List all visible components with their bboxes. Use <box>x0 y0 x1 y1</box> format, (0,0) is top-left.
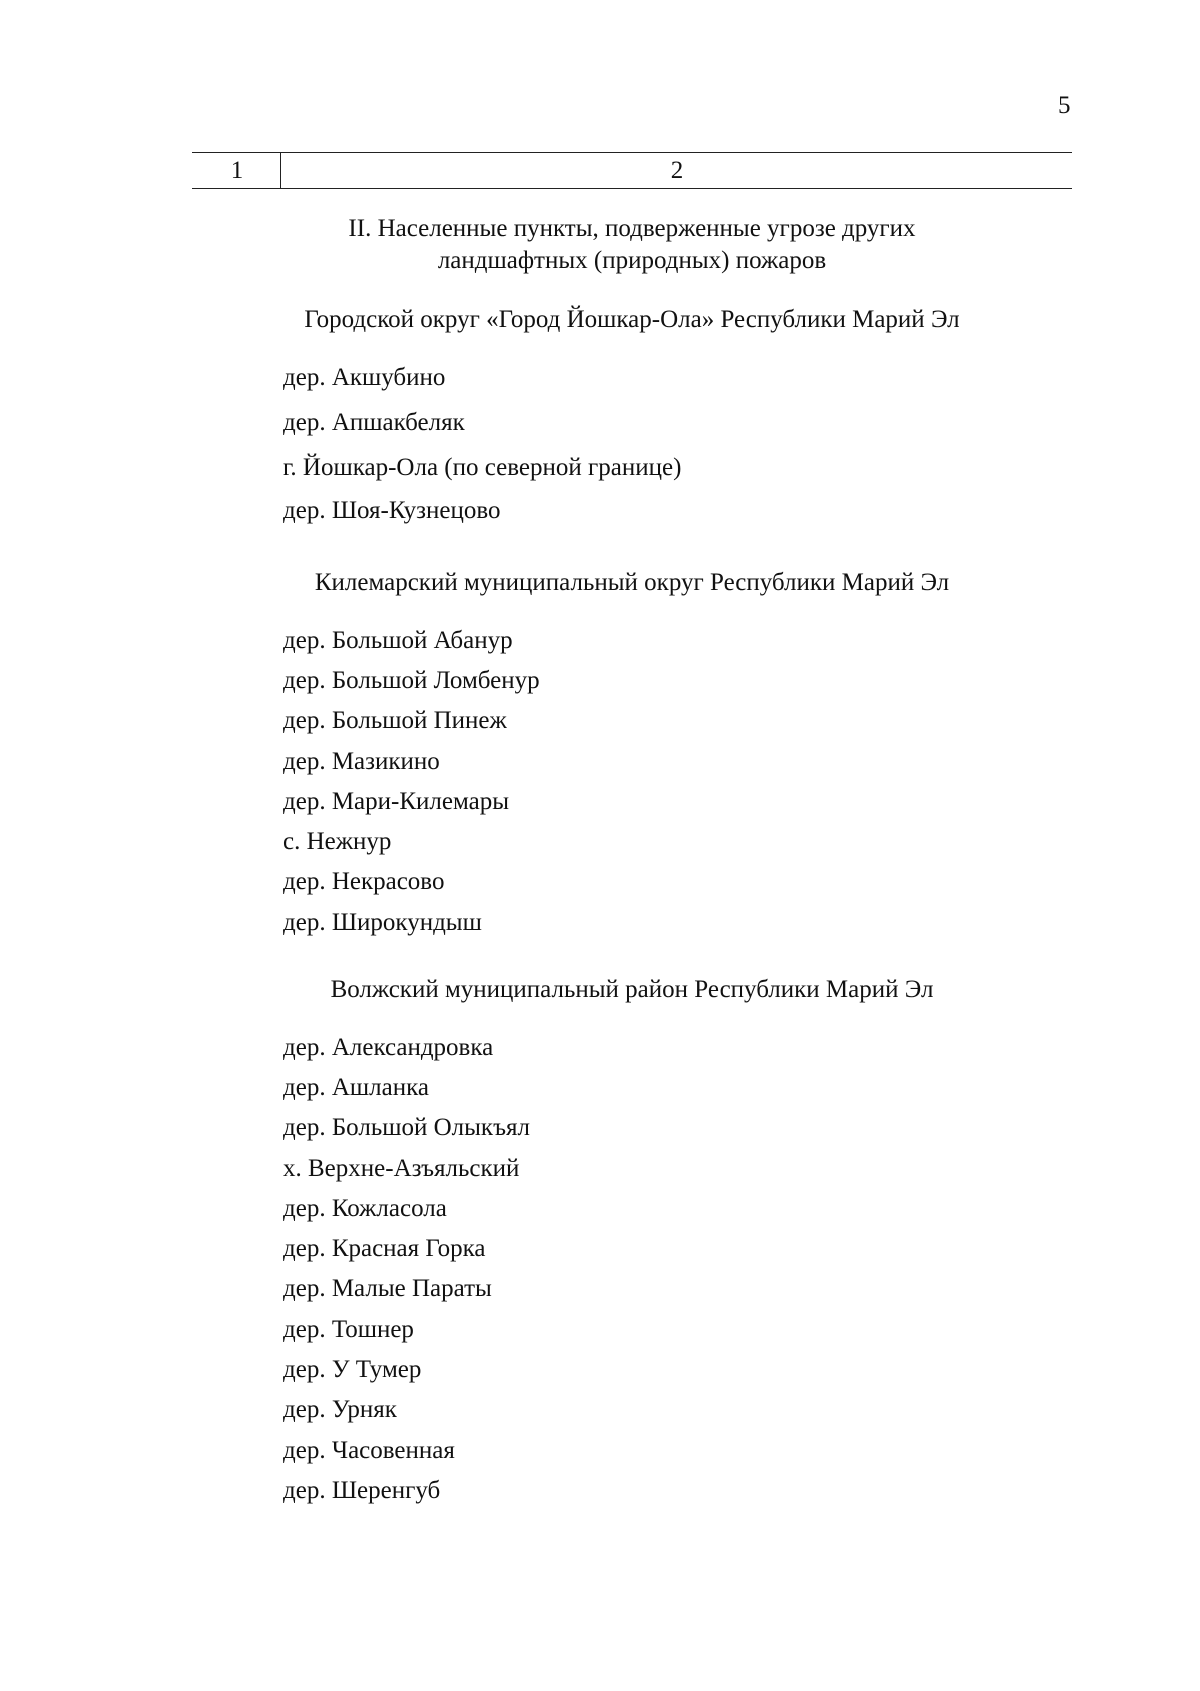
item-text: с. Нежнур <box>283 828 392 855</box>
list-item <box>0 1275 900 1311</box>
item-text: дер. Красная Горка <box>283 1235 486 1262</box>
list-item <box>0 1155 900 1191</box>
item-text: дер. Урняк <box>283 1396 397 1423</box>
section-title-line-1: II. Населенные пункты, подверженные угрозе других <box>348 215 916 242</box>
column-header-2: 2 <box>670 157 684 184</box>
section-title <box>192 213 1072 277</box>
list-item <box>0 1356 900 1392</box>
item-text: дер. Большой Абанур <box>283 627 513 654</box>
item-text: дер. Шоя-Кузнецово <box>283 497 501 524</box>
list-item <box>0 1437 900 1473</box>
list-item <box>0 1235 900 1271</box>
list-item <box>0 364 900 400</box>
item-text: дер. Кожласола <box>283 1195 447 1222</box>
column-header-1: 1 <box>230 157 244 184</box>
item-text: дер. Часовенная <box>283 1437 455 1464</box>
item-text: дер. Большой Пинеж <box>283 707 507 734</box>
list-item <box>0 454 900 490</box>
item-text: дер. Мазикино <box>283 748 440 775</box>
list-item <box>0 627 900 663</box>
item-text: дер. Акшубино <box>283 364 446 391</box>
item-text: дер. Большой Олыкъял <box>283 1114 530 1141</box>
list-item <box>0 1195 900 1231</box>
item-text: дер. Апшакбеляк <box>283 409 465 436</box>
column-header-table <box>192 152 1072 189</box>
list-item <box>0 497 900 533</box>
item-text: дер. Широкундыш <box>283 909 482 936</box>
list-item <box>0 667 900 703</box>
column-divider <box>280 153 281 188</box>
list-item <box>0 828 900 864</box>
list-item <box>0 1034 900 1070</box>
list-item <box>0 1477 900 1513</box>
item-text: х. Верхне-Азъяльский <box>283 1155 520 1182</box>
list-item <box>0 1396 900 1432</box>
item-text: дер. Ашланка <box>283 1074 429 1101</box>
district-heading-yoshkar-ola: Городской округ «Город Йошкар-Ола» Республики Марий Эл <box>304 306 960 333</box>
item-text: дер. У Тумер <box>283 1356 422 1383</box>
item-text: г. Йошкар-Ола (по северной границе) <box>283 454 682 481</box>
list-item <box>0 707 900 743</box>
district-heading-kilemary: Килемарский муниципальный округ Республики Марий Эл <box>314 569 950 596</box>
item-text: дер. Шеренгуб <box>283 1477 441 1504</box>
list-item <box>0 868 900 904</box>
district-heading-volzhsk: Волжский муниципальный район Республики Марий Эл <box>330 976 934 1003</box>
item-text: дер. Некрасово <box>283 868 445 895</box>
item-text: дер. Большой Ломбенур <box>283 667 540 694</box>
page-number: 5 <box>1058 92 1071 119</box>
section-title-line-2: ландшафтных (природных) пожаров <box>437 247 827 274</box>
item-text: дер. Мари-Килемары <box>283 788 510 815</box>
list-item <box>0 748 900 784</box>
list-item <box>0 1114 900 1150</box>
item-text: дер. Малые Параты <box>283 1275 492 1302</box>
list-item <box>0 1074 900 1110</box>
list-item <box>0 1316 900 1352</box>
list-item <box>0 909 900 945</box>
item-text: дер. Александровка <box>283 1034 494 1061</box>
list-item <box>0 409 900 445</box>
list-item <box>0 788 900 824</box>
item-text: дер. Тошнер <box>283 1316 414 1343</box>
